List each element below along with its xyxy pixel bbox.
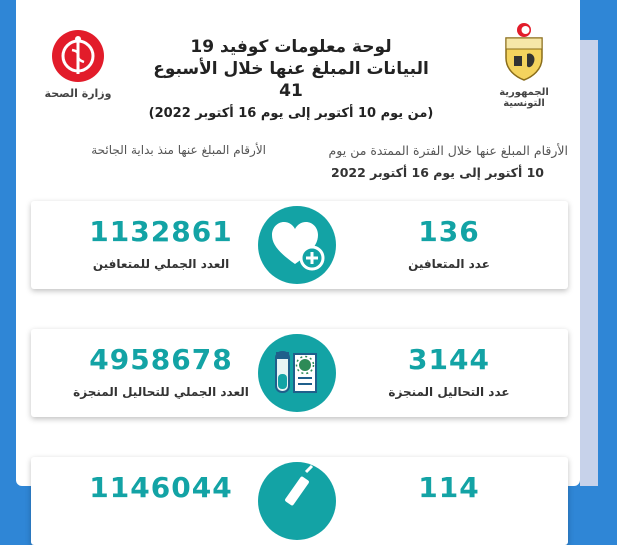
tests-card [31, 329, 568, 417]
week-tests-value: 3144 [408, 343, 490, 376]
dashboard-title [146, 36, 436, 124]
heart-plus-icon [258, 206, 336, 284]
title-line-2: البيانات المبلغ عنها خلال الأسبوع 41 [153, 59, 429, 101]
recoveries-card [31, 201, 568, 289]
recoveries-icon-badge [258, 206, 336, 284]
period-heading-line-2: 10 أكتوبر إلى يوم 16 أكتوبر 2022 [331, 165, 544, 180]
cumulative-column-heading: الأرقام المبلغ عنها منذ بداية الجائحة [91, 143, 266, 157]
dashboard-panel [16, 0, 580, 504]
side-strip [580, 40, 598, 486]
third-week-value: 114 [418, 471, 480, 504]
period-column-heading [314, 140, 568, 184]
period-heading-line-1: الأرقام المبلغ عنها خلال الفترة الممتدة من يوم [328, 143, 568, 158]
ministry-of-health-logo [52, 30, 104, 82]
tunisia-coat-of-arms-icon [502, 22, 546, 82]
title-line-1: لوحة معلومات كوفيد 19 [190, 37, 392, 57]
week-recoveries-label: عدد المتعافين [408, 257, 490, 271]
title-date-range: (من يوم 10 أكتوبر إلى يوم 16 أكتوبر 2022) [148, 106, 434, 121]
total-tests-value: 4958678 [89, 343, 233, 376]
total-tests-label: العدد الجملي للتحاليل المنجزة [73, 385, 249, 399]
third-icon-badge [258, 462, 336, 540]
week-tests-label: عدد التحاليل المنجزة [388, 385, 510, 399]
total-recoveries-value: 1132861 [89, 215, 233, 248]
test-tube-virus-icon [258, 334, 336, 412]
syringe-icon [258, 462, 336, 540]
republic-label: الجمهورية التونسية [499, 87, 549, 109]
tests-icon-badge [258, 334, 336, 412]
health-symbol-icon [52, 30, 104, 82]
total-recoveries-label: العدد الجملي للمتعافين [92, 257, 230, 271]
ministry-label: وزارة الصحة [44, 87, 112, 100]
week-recoveries-value: 136 [418, 215, 480, 248]
dashboard-header [16, 0, 580, 120]
third-total-value: 1146044 [89, 471, 233, 504]
third-stat-card [31, 457, 568, 545]
